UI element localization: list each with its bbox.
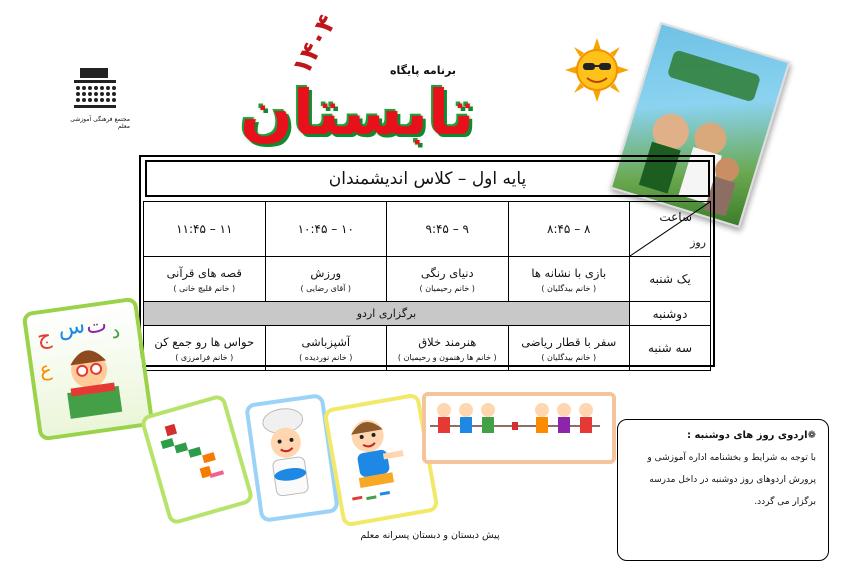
time-slot-1: ۸ – ۸:۴۵ xyxy=(508,202,630,257)
schedule-cell xyxy=(265,326,387,371)
time-slot-4: ۱۱ – ۱۱:۴۵ xyxy=(144,202,266,257)
teacher-name: ( آقای رضایی ) xyxy=(300,283,352,293)
activity-name: دنیای رنگی xyxy=(420,265,474,280)
time-header-label: ساعت xyxy=(659,210,692,224)
logo-icon xyxy=(70,66,120,114)
svg-text:ت: ت xyxy=(84,312,109,340)
activity-name: بازی با نشانه ها xyxy=(531,265,607,280)
activity-name: سفر با قطار ریاضی xyxy=(521,334,617,349)
schedule-cell xyxy=(508,257,630,302)
activity-name: ورزش xyxy=(310,265,342,280)
camp-cell: برگزاری اردو xyxy=(144,302,630,326)
letters-kid-image xyxy=(22,297,155,442)
table-row xyxy=(144,326,711,371)
time-slot-3: ۱۰ – ۱۰:۴۵ xyxy=(265,202,387,257)
note-body: با توجه به شرایط و بخشنامه اداره آموزشی و پرورش اردوهای روز دوشنبه در داخل مدرسه برگزار می گردد. xyxy=(647,453,816,507)
sun-icon xyxy=(565,38,629,102)
day-sunday: یک شنبه xyxy=(630,257,711,302)
day-header-label: روز xyxy=(690,236,706,249)
svg-text:د: د xyxy=(109,318,122,344)
teacher-name: ( خانم فرامرزی ) xyxy=(175,352,234,362)
time-header-row xyxy=(144,202,711,257)
teacher-name: ( خانم قلیچ خانی ) xyxy=(173,283,236,293)
flower-icon: ❁ xyxy=(807,430,816,441)
summer-title: تابستان xyxy=(240,76,475,149)
program-subtitle: برنامه پایگاه xyxy=(390,64,456,77)
teacher-name: ( خانم بیدگلیان ) xyxy=(541,352,597,362)
year-label: ۱۴۰۴ xyxy=(286,9,343,81)
time-slot-2: ۹ – ۹:۴۵ xyxy=(387,202,509,257)
tug-of-war-image xyxy=(422,392,616,464)
activity-name: آشپزباشی xyxy=(301,334,351,349)
svg-text:ج: ج xyxy=(35,323,54,351)
school-name-footer: پیش دبستان و دبستان پسرانه معلم xyxy=(360,530,500,541)
activity-name: حواس ها رو جمع کن xyxy=(154,334,255,349)
teacher-name: ( خانم نوردیده ) xyxy=(299,352,353,362)
schedule-cell xyxy=(508,326,630,371)
teacher-name: ( خانم ها رهنمون و رحیمیان ) xyxy=(397,352,497,362)
program-header xyxy=(225,9,645,155)
schedule-cell xyxy=(144,326,266,371)
svg-text:س: س xyxy=(56,313,87,342)
table-row xyxy=(144,257,711,302)
activity-name: قصه های قرآنی xyxy=(166,265,242,280)
svg-text:ع: ع xyxy=(37,356,54,382)
camp-note-box xyxy=(617,419,829,561)
class-title: پایه اول – کلاس اندیشمندان xyxy=(145,160,710,197)
day-tuesday: سه شنبه xyxy=(630,326,711,371)
schedule-table xyxy=(143,201,711,371)
schedule-cell xyxy=(387,257,509,302)
teacher-name: ( خانم بیدگلیان ) xyxy=(541,283,597,293)
activity-name: هنرمند خلاق xyxy=(418,334,477,349)
schedule-cell xyxy=(387,326,509,371)
corner-cell xyxy=(630,202,711,257)
robot-craft-image xyxy=(139,393,255,526)
schedule-cell xyxy=(144,257,266,302)
schedule-cell xyxy=(265,257,387,302)
teacher-name: ( خانم رحیمیان ) xyxy=(419,283,475,293)
logo-caption: مجتمع فرهنگی آموزشی معلم xyxy=(70,116,130,130)
day-monday: دوشنبه xyxy=(630,302,711,326)
school-logo xyxy=(70,66,130,134)
note-title: اردوی روز های دوشنبه : xyxy=(686,430,808,441)
table-row xyxy=(144,302,711,326)
